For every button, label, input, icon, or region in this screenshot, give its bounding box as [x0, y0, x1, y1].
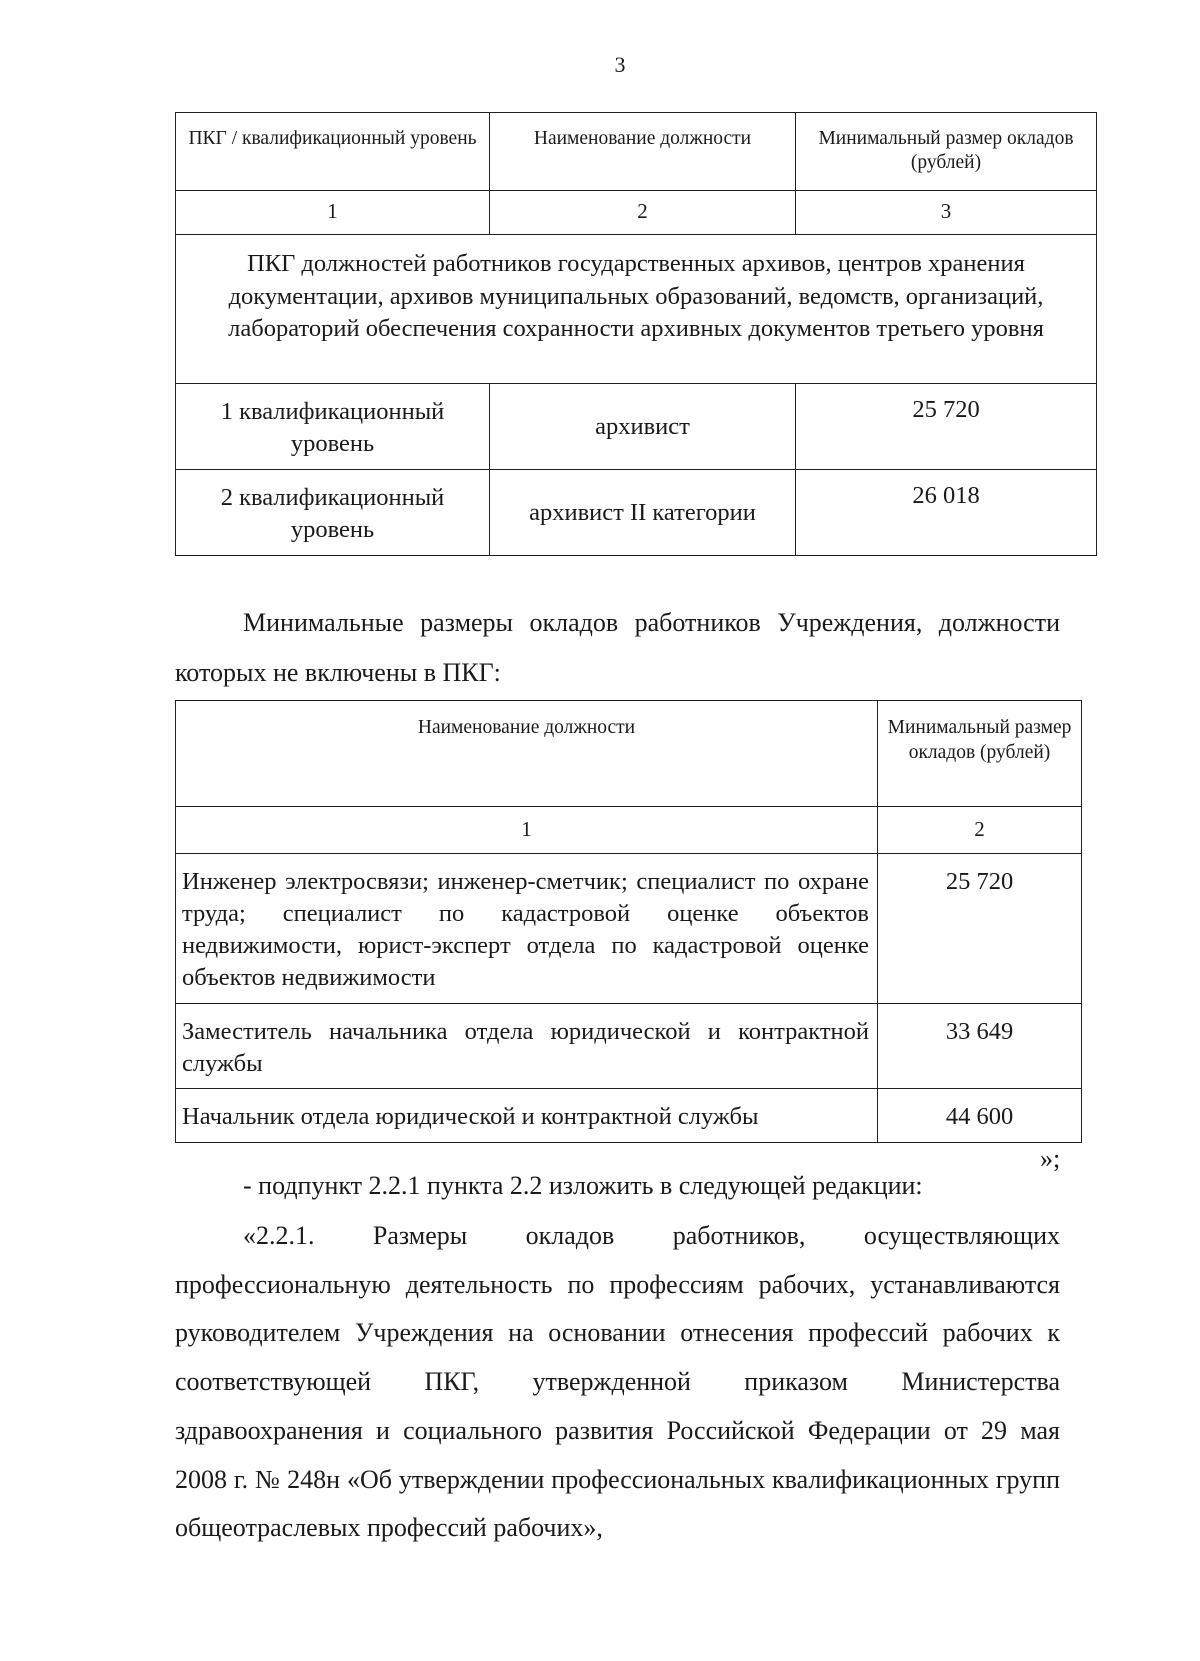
intro-paragraph: Минимальные размеры окладов работников Учреждения, должности которых не включены в ПКГ: [175, 608, 1060, 687]
page-number: 3 [614, 52, 626, 77]
table-row [176, 470, 1097, 556]
salary-cell: 25 720 [796, 384, 1097, 470]
column-number: 1 [176, 191, 490, 235]
header-cell: Минимальный размер окладов (рублей) [796, 113, 1097, 191]
table-row [176, 1004, 1082, 1089]
salary-cell: 26 018 [796, 470, 1097, 556]
header-cell: Минимальный размер окладов (рублей) [878, 701, 1082, 807]
header-cell: ПКГ / квалификационный уровень [176, 113, 490, 191]
position-cell: Заместитель начальника отдела юридической и контрактной службы [176, 1004, 878, 1089]
other-positions-salary-table [175, 700, 1082, 1143]
group-title-row [176, 235, 1097, 384]
column-number-row [176, 807, 1082, 854]
level-cell: 1 квалификационный уровень [176, 384, 490, 470]
table-header-row [176, 701, 1082, 807]
salary-cell: 25 720 [878, 854, 1082, 1004]
table-row [176, 384, 1097, 470]
salary-cell: 33 649 [878, 1004, 1082, 1089]
table-row [176, 854, 1082, 1004]
closing-quote: »; [1040, 1144, 1061, 1173]
position-cell: архивист [490, 384, 796, 470]
group-title: ПКГ должностей работников государственных архивов, центров хранения документации, архивов муниципальных образований, ведомств, организаций, лабораторий обеспечения сохранности архивных документов третьего уровня [176, 235, 1097, 384]
qualification-salary-table [175, 112, 1097, 556]
column-number: 1 [176, 807, 878, 854]
level-cell: 2 квалификационный уровень [176, 470, 490, 556]
column-number: 2 [878, 807, 1082, 854]
position-cell: Инженер электросвязи; инженер-сметчик; специалист по охране труда; специалист по кадастровой оценке объектов недвижимости, юрист-эксперт отдела по кадастровой оценке объектов недвижимости [176, 854, 878, 1004]
subpoint-line: - подпункт 2.2.1 пункта 2.2 изложить в следующей редакции: [243, 1171, 923, 1200]
column-number: 3 [796, 191, 1097, 235]
column-number-row [176, 191, 1097, 235]
body-paragraph: «2.2.1. Размеры окладов работников, осуществляющих профессиональную деятельность по профессиям рабочих, устанавливаются руководителем Учреждения на основании отнесения профессий рабочих к соответствующей ПКГ, утвержденной приказом Министерства здравоохранения и социального развития Российской Федерации от 29 мая 2008 г. № 248н «Об утверждении профессиональных квалификационных групп общеотраслевых профессий рабочих», [175, 1221, 1060, 1543]
column-number: 2 [490, 191, 796, 235]
salary-cell: 44 600 [878, 1089, 1082, 1143]
position-cell: архивист II категории [490, 470, 796, 556]
header-cell: Наименование должности [490, 113, 796, 191]
position-cell: Начальник отдела юридической и контрактной службы [176, 1089, 878, 1143]
header-cell: Наименование должности [176, 701, 878, 807]
table-header-row [176, 113, 1097, 191]
table-row [176, 1089, 1082, 1143]
